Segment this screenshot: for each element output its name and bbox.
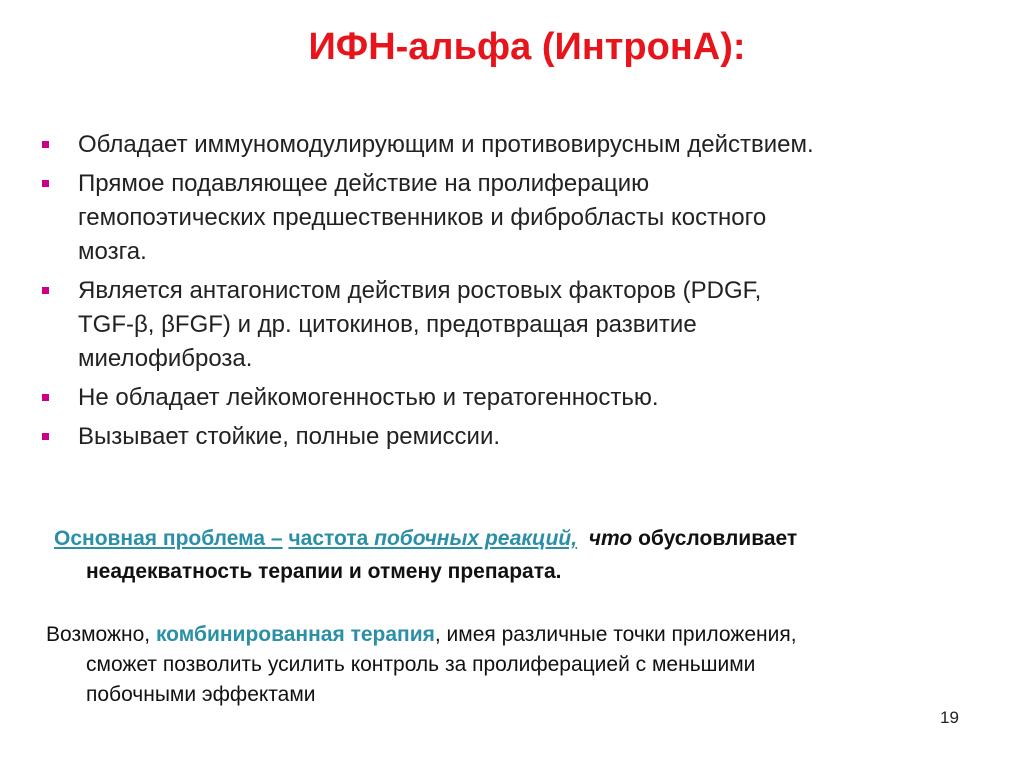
bullet-list xyxy=(40,128,970,459)
square-bullet-icon xyxy=(42,180,49,187)
bullet-item: Прямое подавляющее действие на пролиферацию гемопоэтических предшественников и фибробласты костного мозга. xyxy=(40,167,970,269)
problem-causes: обусловливает xyxy=(632,527,798,550)
square-bullet-icon xyxy=(42,141,49,148)
slide-title: ИФН-альфа (ИнтронА): xyxy=(308,26,746,68)
bullet-item: Вызывает стойкие, полные ремиссии. xyxy=(40,420,970,454)
page-number: 19 xyxy=(940,708,959,727)
square-bullet-icon xyxy=(42,394,49,401)
problem-label: Основная проблема xyxy=(54,527,271,550)
problem-what: что xyxy=(588,527,633,550)
problem-side-effects: побочных реакций, xyxy=(374,527,578,550)
problem-frequency: частота xyxy=(288,527,375,550)
bullet-item: Обладает иммуномодулирующим и противовирусным действием. xyxy=(40,128,970,162)
main-problem-note xyxy=(54,522,984,588)
problem-dash: – xyxy=(270,527,283,550)
combination-therapy-note: Возможно, комбинированная терапия, имея различные точки приложения, сможет позволить усилить контроль за пролиферацией с меньшими побочными эффектами xyxy=(46,623,797,706)
square-bullet-icon xyxy=(42,433,49,440)
bullet-item: Является антагонистом действия ростовых факторов (PDGF, TGF-β, βFGF) и др. цитокинов, предотвращая развитие миелофиброза. xyxy=(40,274,970,376)
combination-therapy-highlight: комбинированная терапия xyxy=(155,623,435,646)
bullet-item: Не обладает лейкомогенностью и тератогенностью. xyxy=(40,381,970,415)
problem-line2: неадекватность терапии и отмену препарата. xyxy=(86,560,562,583)
square-bullet-icon xyxy=(42,287,49,294)
